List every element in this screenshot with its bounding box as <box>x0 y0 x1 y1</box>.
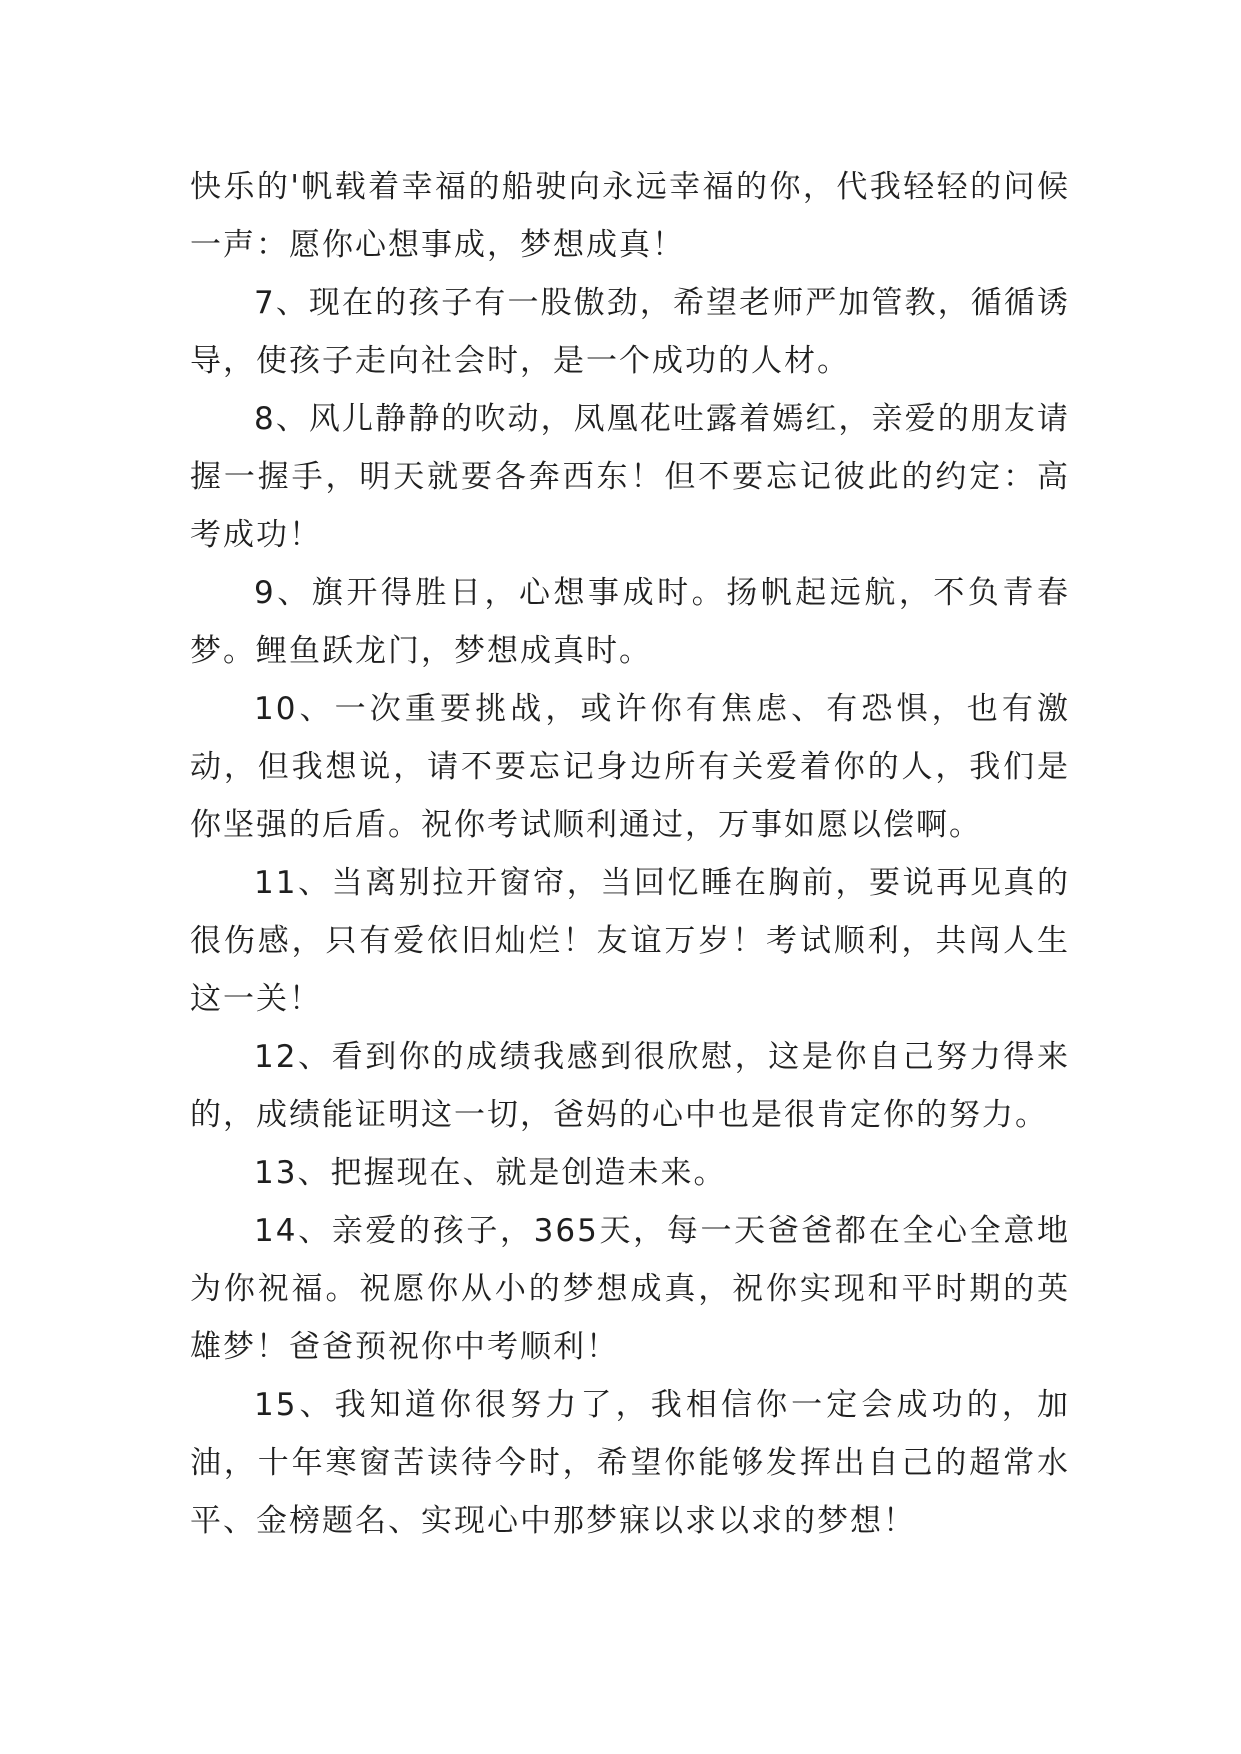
document-body <box>190 158 1070 1550</box>
paragraph-item-11: 11、当离别拉开窗帘，当回忆睡在胸前，要说再见真的很伤感，只有爱依旧灿烂！友谊万岁！考试顺利，共闯人生这一关！ <box>190 865 1070 1017</box>
paragraph-item-9: 9、旗开得胜日，心想事成时。扬帆起远航，不负青春梦。鲤鱼跃龙门，梦想成真时。 <box>190 575 1070 669</box>
paragraph-item-15: 15、我知道你很努力了，我相信你一定会成功的，加油，十年寒窗苦读待今时，希望你能够发挥出自己的超常水平、金榜题名、实现心中那梦寐以求以求的梦想！ <box>190 1387 1070 1539</box>
paragraph-item-7: 7、现在的孩子有一股傲劲，希望老师严加管教，循循诱导，使孩子走向社会时，是一个成功的人材。 <box>190 285 1070 379</box>
paragraph-item-12: 12、看到你的成绩我感到很欣慰，这是你自己努力得来的，成绩能证明这一切，爸妈的心中也是很肯定你的努力。 <box>190 1039 1070 1133</box>
paragraph-item-13: 13、把握现在、就是创造未来。 <box>254 1155 727 1191</box>
paragraph-item-8: 8、风儿静静的吹动，凤凰花吐露着嫣红，亲爱的朋友请握一握手，明天就要各奔西东！但不要忘记彼此的约定：高考成功！ <box>190 401 1070 553</box>
paragraph-item-14: 14、亲爱的孩子，365天，每一天爸爸都在全心全意地为你祝福。祝愿你从小的梦想成真，祝你实现和平时期的英雄梦！爸爸预祝你中考顺利！ <box>190 1213 1070 1365</box>
paragraph-continuation: 快乐的'帆载着幸福的船驶向永远幸福的你，代我轻轻的问候一声：愿你心想事成，梦想成真！ <box>190 169 1070 263</box>
paragraph-item-10: 10、一次重要挑战，或许你有焦虑、有恐惧，也有激动，但我想说，请不要忘记身边所有关爱着你的人，我们是你坚强的后盾。祝你考试顺利通过，万事如愿以偿啊。 <box>190 691 1070 843</box>
